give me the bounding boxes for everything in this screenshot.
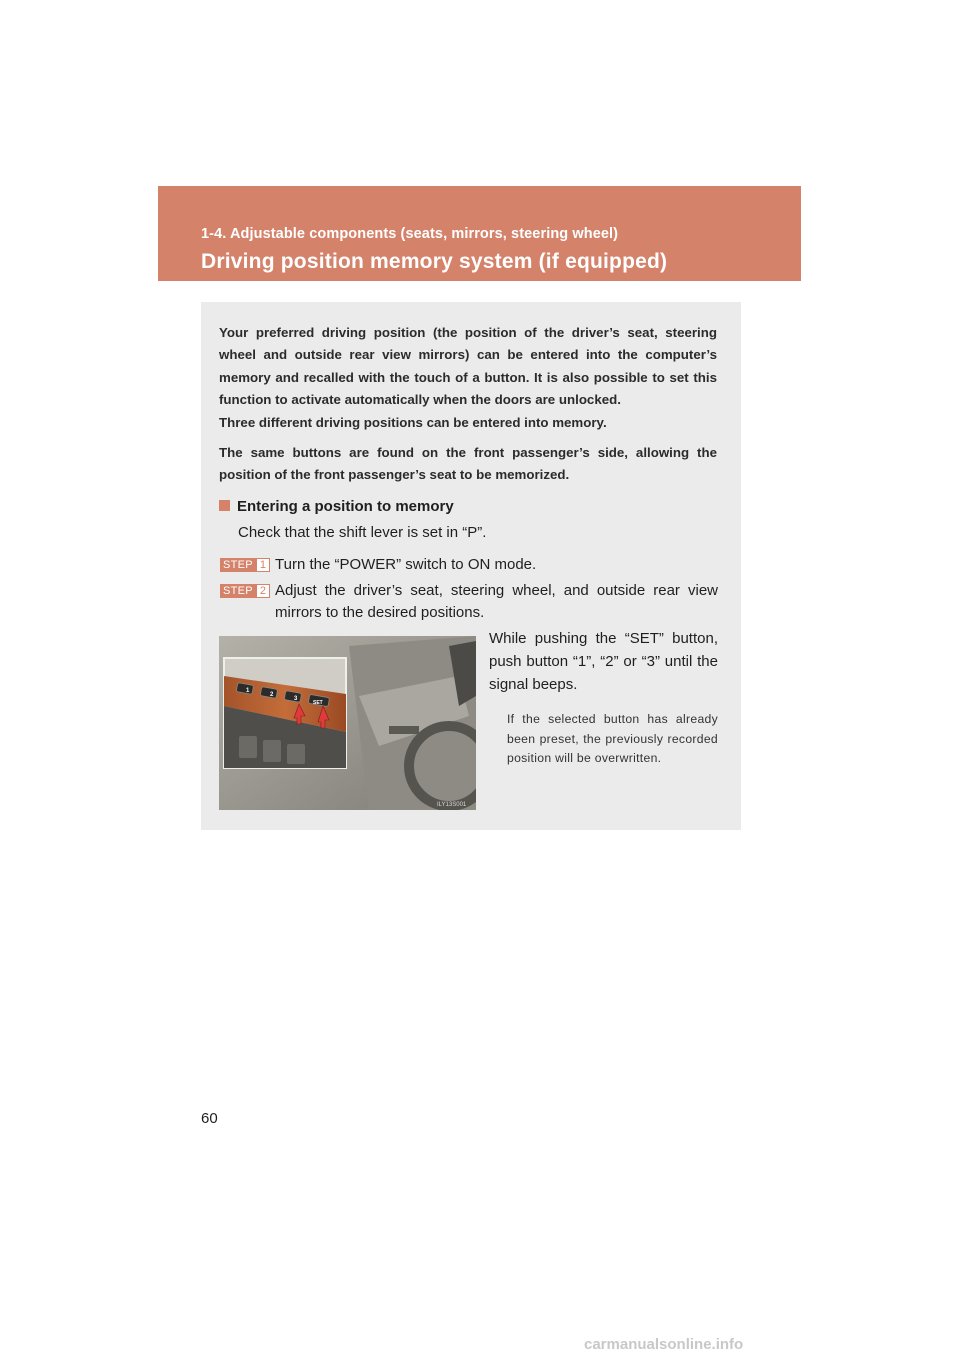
step-1-badge: STEP 1 bbox=[220, 558, 270, 572]
watermark-text: carmanualsonline.info bbox=[584, 1336, 744, 1353]
page-title: Driving position memory system (if equipped) bbox=[201, 250, 668, 273]
page-number: 60 bbox=[201, 1110, 218, 1127]
step-1-text: Turn the “POWER” switch to ON mode. bbox=[275, 556, 537, 573]
section-heading-text: Entering a position to memory bbox=[237, 498, 454, 515]
content-panel bbox=[201, 302, 741, 830]
square-bullet-icon bbox=[219, 500, 230, 511]
section-label: 1-4. Adjustable components (seats, mirrors, steering wheel) bbox=[201, 226, 619, 242]
intro-text bbox=[219, 322, 717, 487]
figure-code: ILY13S001 bbox=[437, 802, 467, 808]
memory-button-1-label: 1 bbox=[246, 688, 250, 694]
precondition-text: Check that the shift lever is set in “P”. bbox=[238, 524, 487, 541]
memory-button-3-label: 3 bbox=[294, 696, 298, 702]
step-3-note: If the selected button has already been preset, the previously recorded position will be overwritten. bbox=[507, 712, 718, 765]
step-3-text: While pushing the “SET” button, push button “1”, “2” or “3” until the signal beeps. bbox=[489, 630, 718, 693]
section-heading bbox=[219, 498, 454, 515]
intro-paragraph-1: Your preferred driving position (the position of the driver’s seat, steering wheel and outside rear view mirrors) can be entered into the computer’s memory and recalled with the touch of a button. It is also possible to set this function to activate automatically when the doors are unlocked. bbox=[219, 325, 717, 408]
chapter-header bbox=[158, 186, 801, 281]
intro-paragraph-3: The same buttons are found on the front passenger’s side, allowing the position of the front passenger’s seat to be memorized. bbox=[219, 445, 717, 483]
step-2-badge: STEP 2 bbox=[220, 584, 270, 598]
intro-paragraph-2: Three different driving positions can be entered into memory. bbox=[219, 414, 607, 430]
memory-buttons-illustration bbox=[219, 636, 476, 810]
door-panel-figure bbox=[219, 636, 476, 810]
set-button-label: SET bbox=[313, 700, 323, 706]
memory-button-2-label: 2 bbox=[270, 692, 274, 698]
step-2-text: Adjust the driver’s seat, steering wheel, and outside rear view mirrors to the desired positions. bbox=[275, 582, 718, 621]
